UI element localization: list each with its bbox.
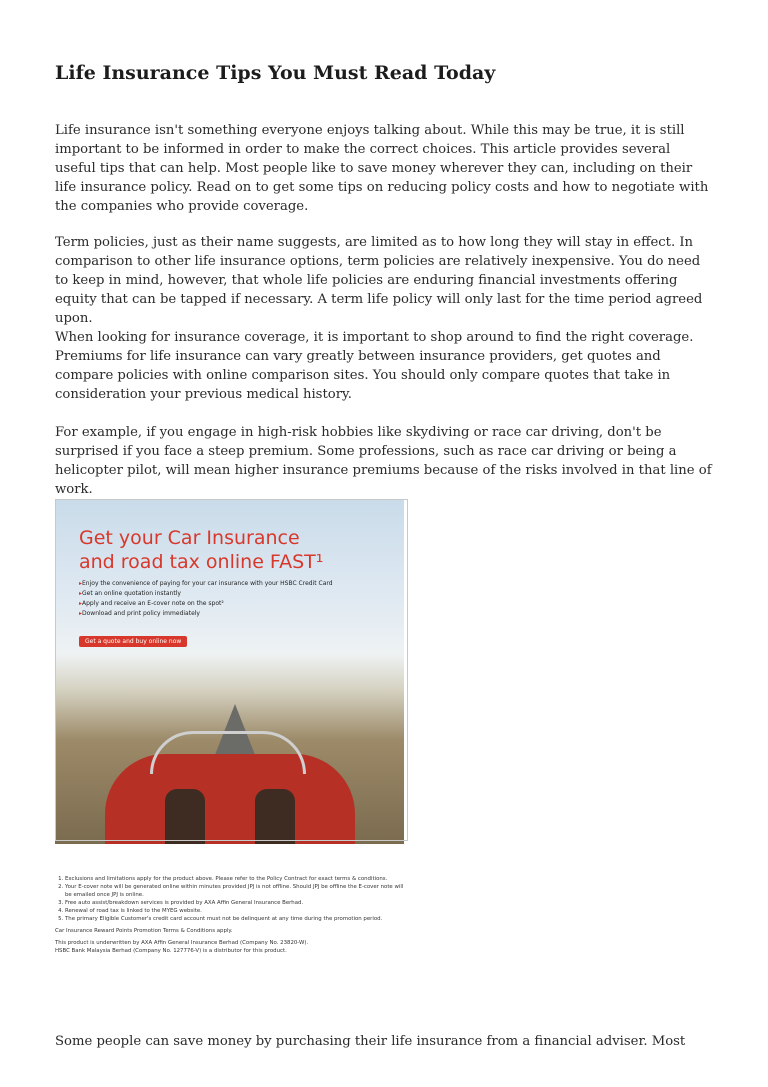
- ad-headline-line-2: and road tax online FAST¹: [79, 551, 324, 573]
- ad-cta-button: Get a quote and buy online now: [79, 636, 187, 647]
- ad-bullet: ▸ Enjoy the convenience of paying for your car insurance with your HSBC Credit Card: [79, 579, 333, 589]
- ad-bullet: ▸ Get an online quotation instantly: [79, 589, 333, 599]
- paragraph-high-risk: For example, if you engage in high-risk hobbies like skydiving or race car driving, don't be surprised if you face a steep premium. Some professions, such as race car driving or being a helicopter pilot, will mean higher insurance premiums because of the risks involved in that line of work.: [55, 425, 712, 497]
- ad-underwriter: This product is underwritten by AXA Affin General Insurance Berhad (Company No. 23820-W).: [55, 940, 309, 946]
- paragraph-financial-adviser: Some people can save money by purchasing their life insurance from a financial adviser. Most: [55, 1034, 686, 1049]
- paragraph-term-policies: Term policies, just as their name suggests, are limited as to how long they will stay in effect. In comparison to other life insurance options, term policies are relatively inexpensive. You do need to keep in mind, however, that whole life policies are enduring financial investments offering equity that can be tapped if necessary. A term life policy will only last for the time period agreed upon.: [55, 235, 703, 326]
- page-title: Life Insurance Tips You Must Read Today: [55, 62, 496, 84]
- ad-footnote: 4. Renewal of road tax is linked to the MYEG website.: [65, 907, 405, 915]
- ad-footnote: 1. Exclusions and limitations apply for the product above. Please refer to the Policy Contract for exact terms & conditions.: [65, 875, 405, 883]
- ad-headline-line-1: Get your Car Insurance: [79, 527, 300, 549]
- paragraph-intro: Life insurance isn't something everyone enjoys talking about. While this may be true, it is still important to be informed in order to make the correct choices. This article provides several useful tips that can help. Most people like to save money wherever they can, including on their life insurance policy. Read on to get some tips on reducing policy costs and how to negotiate with the companies who provide coverage.: [55, 123, 709, 214]
- ad-footnote: 2. Your E-cover note will be generated online within minutes provided JPJ is not offline. Should JPJ be offline the E-cover note will be emailed once JPJ is online.: [65, 883, 405, 899]
- ad-footnote: 3. Free auto assist/breakdown services is provided by AXA Affin General Insurance Berhad.: [65, 899, 405, 907]
- ad-terms: Car Insurance Reward Points Promotion Terms & Conditions apply.: [55, 928, 233, 934]
- ad-bullet: ▸ Apply and receive an E-cover note on the spot²: [79, 599, 333, 609]
- ad-footnote: 5. The primary Eligible Customer's credit card account must not be delinquent at any time during the promotion period.: [65, 915, 405, 923]
- ad-border: [55, 499, 408, 841]
- ad-distributor: HSBC Bank Malaysia Berhad (Company No. 127776-V) is a distributor for this product.: [55, 948, 287, 954]
- ad-bullet: ▸ Download and print policy immediately: [79, 609, 333, 619]
- ad-footnotes: [55, 875, 405, 955]
- paragraph-shop-around: When looking for insurance coverage, it is important to shop around to find the right coverage. Premiums for life insurance can vary greatly between insurance providers, get quotes and compare policies with online comparison sites. You should only compare quotes that take in consideration your previous medical history.: [55, 330, 694, 402]
